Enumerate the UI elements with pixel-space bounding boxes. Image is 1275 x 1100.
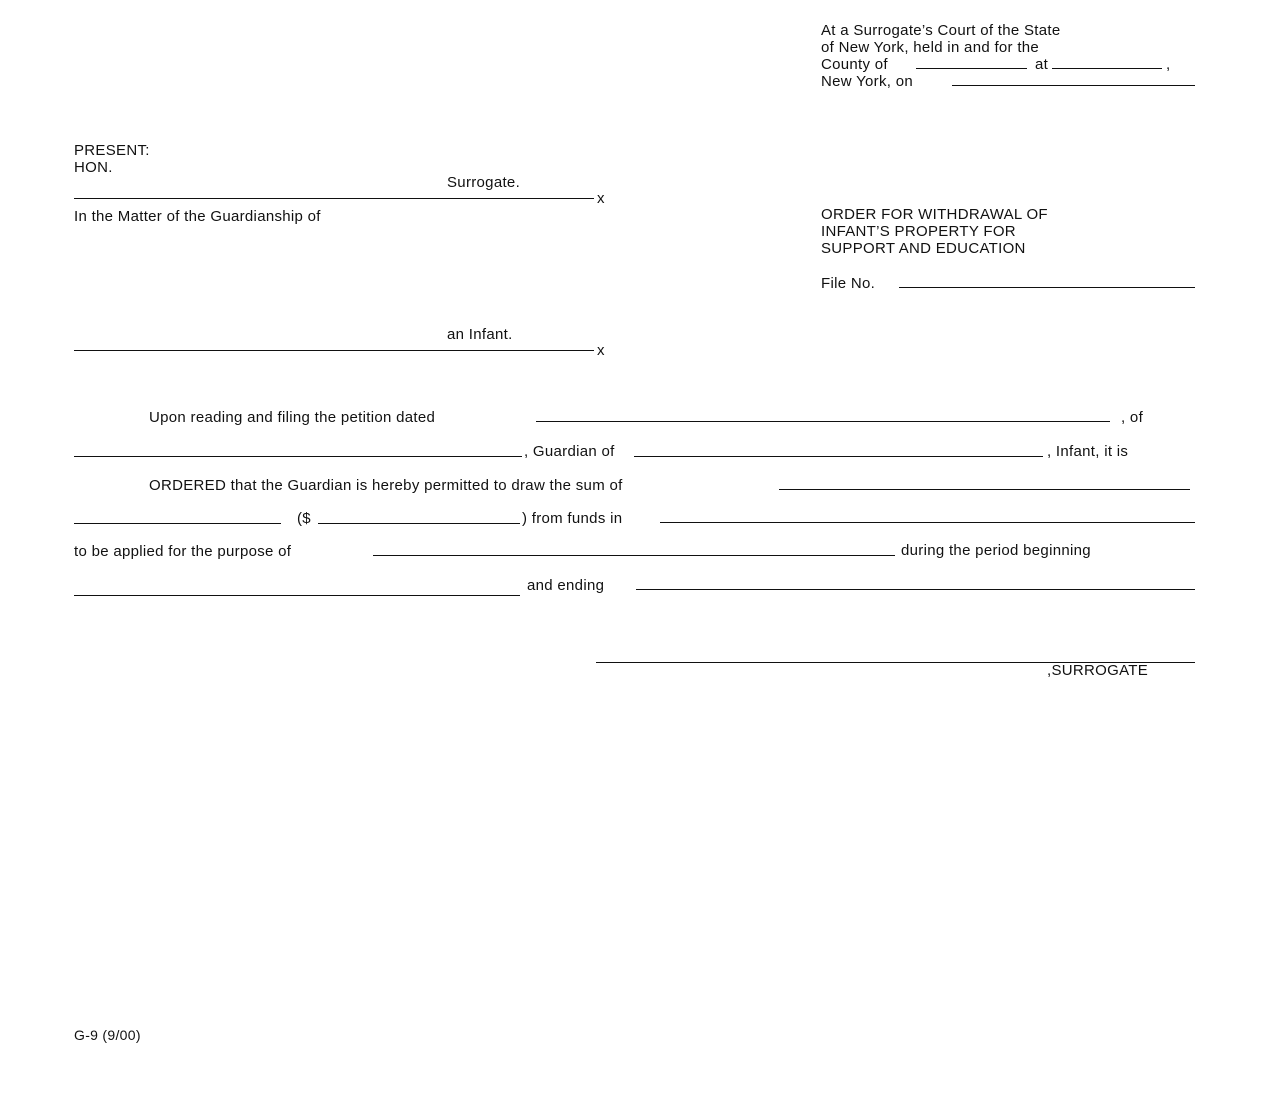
sum-words-continued-field[interactable] [74,523,281,524]
caption-bottom-rule [74,350,594,351]
period-beginning-label: during the period beginning [901,542,1091,559]
of-label: , of [1121,409,1144,426]
present-label: PRESENT: [74,142,150,159]
sum-words-field[interactable] [779,489,1190,490]
purpose-field[interactable] [373,555,895,556]
guardian-of-label: , Guardian of [524,443,615,460]
comma: , [1166,56,1171,73]
period-end-field[interactable] [636,589,1195,590]
petition-date-field[interactable] [536,421,1110,422]
order-title-line: SUPPORT AND EDUCATION [821,240,1026,257]
file-no-field[interactable] [899,287,1195,288]
caption-top-rule [74,198,594,199]
caption-x-mark: x [597,190,605,207]
date-field[interactable] [952,85,1195,86]
petitioner-field[interactable] [74,456,522,457]
dollar-open: ($ [297,510,311,527]
period-start-field[interactable] [74,595,520,596]
county-field[interactable] [916,68,1027,69]
ordered-label: ORDERED that the Guardian is hereby permitted to draw the sum of [149,477,623,494]
and-ending-label: and ending [527,577,605,594]
county-label: County of [821,56,888,73]
infant-name-field[interactable] [634,456,1043,457]
purpose-label: to be applied for the purpose of [74,543,292,560]
surrogate-signature-label: ,SURROGATE [1047,662,1149,679]
caption-x-mark: x [597,342,605,359]
surrogate-label: Surrogate. [447,174,521,191]
petition-label: Upon reading and filing the petition dated [149,409,436,426]
order-title-line: INFANT’S PROPERTY FOR [821,223,1016,240]
funds-source-field[interactable] [660,522,1195,523]
location-field[interactable] [1052,68,1162,69]
file-no-label: File No. [821,275,876,292]
court-header-line: of New York, held in and for the [821,39,1040,56]
new-york-on-label: New York, on [821,73,913,90]
form-code: G-9 (9/00) [74,1027,141,1043]
at-label: at [1035,56,1049,73]
guardianship-matter-label: In the Matter of the Guardianship of [74,208,321,225]
infant-label: an Infant. [447,326,513,343]
infant-it-is-label: , Infant, it is [1047,443,1129,460]
court-header-line: At a Surrogate’s Court of the State [821,22,1061,39]
from-funds-label: ) from funds in [522,510,623,527]
order-title-line: ORDER FOR WITHDRAWAL OF [821,206,1048,223]
sum-amount-field[interactable] [318,523,520,524]
hon-label: HON. [74,159,113,176]
